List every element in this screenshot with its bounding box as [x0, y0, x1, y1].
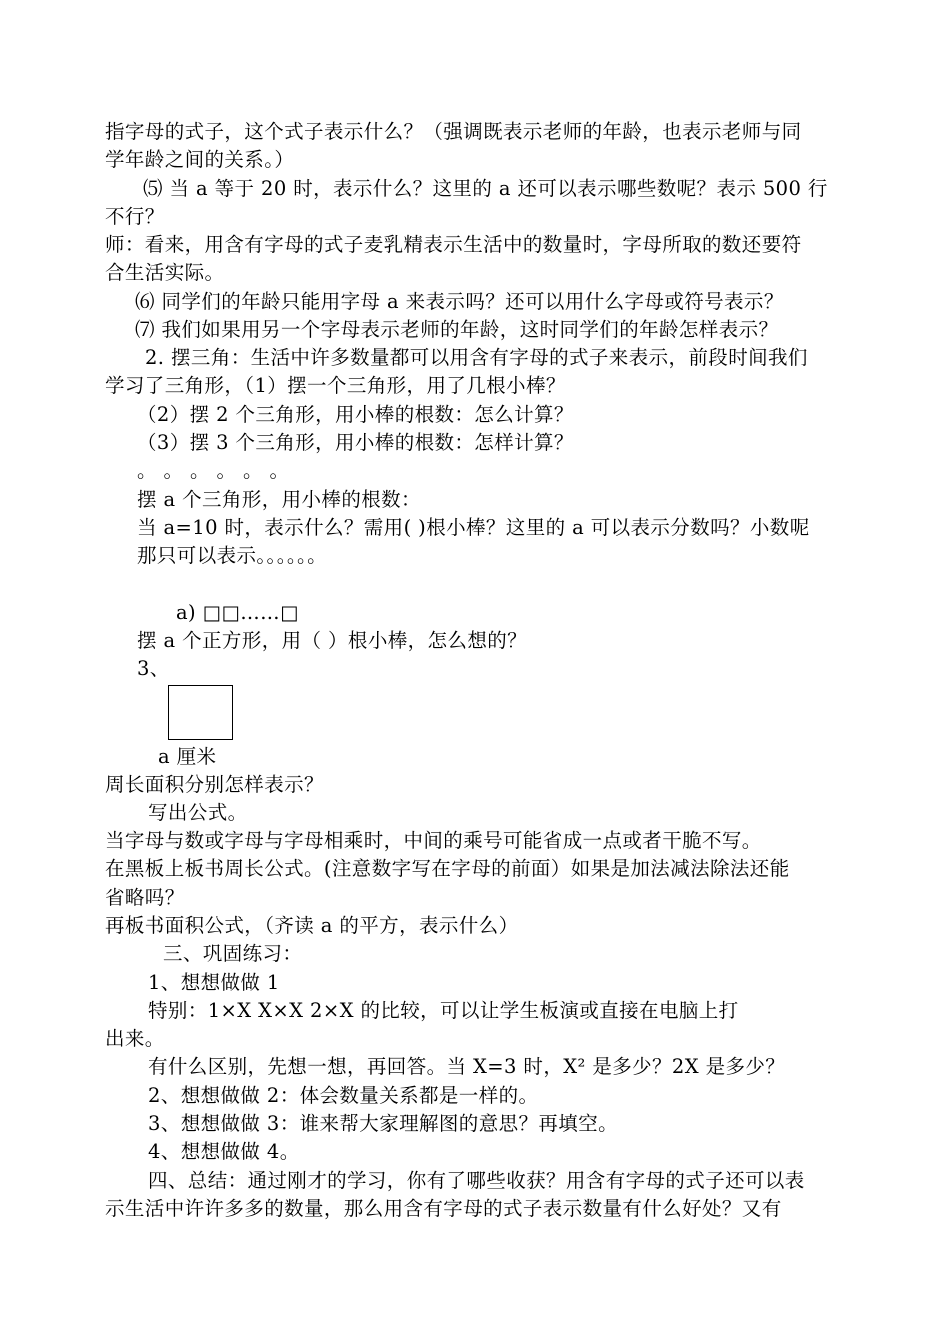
text-line: 那只可以表示。。。。。。: [137, 544, 328, 567]
text-line: 在黑板上板书周长公式。(注意数字写在字母的前面）如果是加法减法除法还能: [105, 857, 790, 880]
text-line: 学习了三角形，（1）摆一个三角形，用了几根小棒？: [105, 374, 566, 397]
text-line: ⑸ 当 a 等于 20 时，表示什么？这里的 a 还可以表示哪些数呢？表示 500 行: [143, 177, 828, 200]
text-line: ⑺ 我们如果用另一个字母表示老师的年龄，这时同学们的年龄怎样表示？: [135, 318, 779, 341]
text-line: a) □□……□: [176, 601, 299, 624]
text-line: ⑹ 同学们的年龄只能用字母 a 来表示吗？还可以用什么字母或符号表示？: [135, 290, 784, 313]
text-line: 3、想想做做 3：谁来帮大家理解图的意思？再填空。: [148, 1112, 619, 1135]
text-line: 3、: [137, 657, 170, 680]
text-line: 学年龄之间的关系。）: [105, 148, 295, 171]
text-line: （3）摆 3 个三角形，用小棒的根数：怎样计算？: [137, 431, 574, 454]
text-line: 2、想想做做 2：体会数量关系都是一样的。: [148, 1084, 539, 1107]
text-line: 2. 摆三角：生活中许多数量都可以用含有字母的式子来表示，前段时间我们: [145, 346, 808, 369]
text-line: 有什么区别，先想一想，再回答。当 X=3 时，X² 是多少？2X 是多少？: [148, 1055, 786, 1078]
square-side-label: a 厘米: [158, 745, 217, 768]
text-line: 摆 a 个正方形，用（ ）根小棒，怎么想的？: [137, 629, 528, 652]
text-line: 当字母与数或字母与字母相乘时，中间的乘号可能省成一点或者干脆不写。: [105, 829, 762, 852]
text-line: 合生活实际。: [105, 261, 225, 284]
text-line: 指字母的式子，这个式子表示什么？（强调既表示老师的年龄，也表示老师与同: [105, 120, 802, 143]
text-line: 师：看来，用含有字母的式子麦乳精表示生活中的数量时，字母所取的数还要符: [105, 233, 802, 256]
text-line: （2）摆 2 个三角形，用小棒的根数：怎么计算？: [137, 403, 574, 426]
text-line: 再板书面积公式，（齐读 a 的平方，表示什么）: [105, 914, 519, 937]
section-heading: 四、总结：通过刚才的学习，你有了哪些收获？用含有字母的式子还可以表: [148, 1169, 805, 1192]
text-line: 当 a=10 时，表示什么？需用( )根小棒？这里的 a 可以表示分数吗？小数呢: [137, 516, 810, 539]
text-line: 出来。: [105, 1027, 165, 1050]
square-figure: [168, 685, 233, 740]
text-line: 省略吗？: [105, 886, 185, 909]
text-line: 周长面积分别怎样表示？: [105, 773, 324, 796]
text-line: 写出公式。: [148, 801, 248, 824]
text-line: 1、想想做做 1: [148, 971, 280, 994]
text-line: 示生活中许许多多的数量，那么用含有字母的式子表示数量有什么好处？又有: [105, 1197, 782, 1220]
text-line: 。 。 。 。 。 。: [137, 459, 290, 482]
text-line: 特别：1×X X×X 2×X 的比较，可以让学生板演或直接在电脑上打: [148, 999, 739, 1022]
text-line: 不行？: [105, 205, 165, 228]
text-line: 4、想想做做 4。: [148, 1140, 300, 1163]
text-line: 摆 a 个三角形，用小棒的根数：: [137, 488, 421, 511]
section-heading: 三、巩固练习：: [163, 942, 303, 965]
